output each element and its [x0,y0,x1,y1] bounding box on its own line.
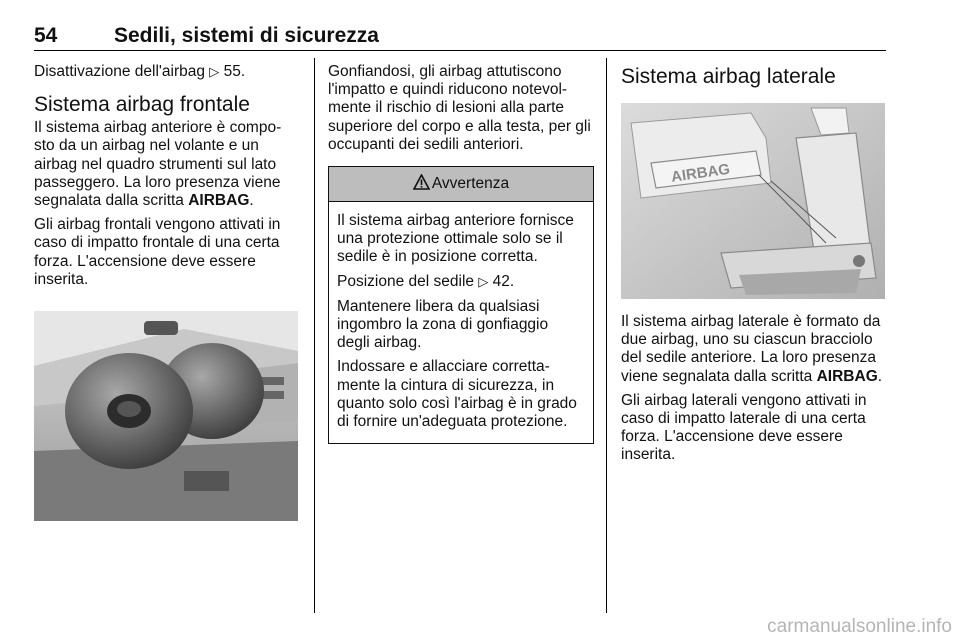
arrow-ref-icon: ▷ [209,65,220,80]
airbag-label: AIRBAG [816,367,878,385]
column-divider [606,58,607,613]
column-1 [34,63,300,521]
page-number: 54 [34,24,58,47]
front-airbag-illustration [34,311,298,521]
page-title: Sedili, sistemi di sicurezza [114,24,379,47]
warning-body [329,202,593,443]
paragraph: Gli airbag laterali vengono attivati in caso di impatto laterale di una certa forza. L'accensione deve essere inserita. [621,391,867,464]
section-heading: Sistema airbag frontale [34,93,250,117]
warning-title: Avvertenza [431,175,510,193]
warning-header [329,167,593,202]
column-2 [328,63,594,444]
airbag-label: AIRBAG [188,192,250,210]
page-ref-link[interactable]: 42. [492,272,515,290]
paragraph: Gonfiandosi, gli airbag attutiscono l'impatto e quindi riducono notevol-mente il rischio di lesioni alla parte superiore del corpo e alla testa, per gli occupanti dei sedili anteriori. [328,63,591,153]
warning-paragraph: Posizione del sedile ▷ 42. [337,272,515,290]
column-divider [314,58,315,613]
intro-line: Disattivazione dell'airbag ▷ 55. [34,63,246,80]
watermark: carmanualsonline.info [767,616,952,637]
warning-box [328,166,594,444]
warning-paragraph: Mantenere libera da qualsiasi ingombro la zona di gonfiaggio degli airbag. [337,297,549,352]
warning-paragraph: Il sistema airbag anteriore fornisce una protezione ottimale solo se il sedile è in posizione corretta. [337,212,574,266]
column-3 [621,63,887,471]
paragraph: Gli airbag frontali vengono attivati in caso di impatto frontale di una certa forza. L'accensione deve essere inserita. [34,216,281,288]
page-ref-link[interactable]: 55. [223,63,246,80]
paragraph: Il sistema airbag laterale è formato da due airbag, uno su ciascun bracciolo del sedile anteriore. La loro presenza viene segnalata dalla scritta AIRBAG. [621,313,883,385]
section-heading: Sistema airbag laterale [621,65,836,88]
side-airbag-illustration [621,103,885,299]
warning-paragraph: Indossare e allacciare corretta-mente la cintura di sicurezza, in quanto solo così l'airbag è in grado di fornire un'adeguata protezione. [337,358,577,431]
header-rule [34,50,886,51]
paragraph: Il sistema airbag anteriore è compo-sto da un airbag nel volante e un airbag nel quadro strumenti sul lato passeggero. La loro presenza viene segnalata dalla scritta AIRBAG. [34,119,282,210]
warning-triangle-icon [413,174,430,190]
airbag-embossed-label: AIRBAG [670,160,732,186]
page-header [34,24,886,52]
arrow-ref-icon: ▷ [478,274,489,290]
